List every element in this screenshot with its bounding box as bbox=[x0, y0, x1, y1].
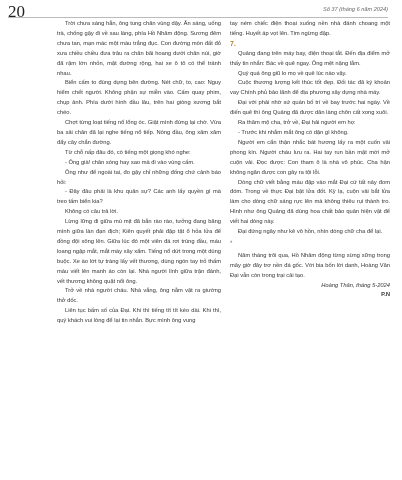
paragraph: Quảng đang trên máy bay, điện thoại tắt. Đến địa điểm mở thấy tin nhắn: Bác về quê ngay. Ông mệt nặng lắm. bbox=[230, 50, 390, 67]
paragraph: Không có câu trả lời. bbox=[65, 209, 118, 216]
paragraph: Lừng lững đi giữa mù mịt đã bẵn rào rào, tưởng đang băng mình giữa làn đạn địch; Kiên quyết phải đập tật ổ hỏa lửa để đồng đội xông lên. Giữa lúc đó một viên đá rơi trúng đầu, máu loang ngập mắt, mắt mày xây xẩm. Tiếng nổ dứt trong một dùng buộc. Xe ào lớt tự tràng lấy vết thương, dùng ngón tay trỏ thấm máu viết lên manh áo còn lại. Nhà người lính giữa trận đánh, vết thương không quặt nổi ông. bbox=[57, 219, 221, 285]
left-column bbox=[57, 20, 221, 327]
paragraph: Đại đứng ngây như kẻ vô hồn, nhìn dòng chữ cha để lại. bbox=[238, 229, 383, 236]
author-initials: P.N bbox=[381, 292, 390, 299]
paragraph: - Trước khi nhắm mắt ông có dặn gì không. bbox=[238, 129, 349, 136]
right-column bbox=[230, 20, 390, 301]
header-rule bbox=[8, 17, 388, 18]
paragraph: Quý quá ông giũ lo mọ về quê lúc nào vậy. bbox=[238, 70, 347, 77]
paragraph: Cuộc thương lượng kết thúc tốt đẹp. Đối tác đã ký khoản vay Chính phủ bảo lãnh để địa phương xây dựng nhà máy. bbox=[230, 80, 390, 97]
page-number: 20 bbox=[8, 2, 25, 21]
paragraph: Đại với phải nhờ sứ quán bố trí về bay trước hai ngày. Về điến quê thì ông Quảng đã được dân làng chôn cất xong xuôi. bbox=[230, 100, 390, 117]
paragraph: Trời chưa sáng hẳn, ông tung chăn vùng dậy. Ăn sáng, uống trà, chống gậy đi về sau làng, phía Hồ Nhâm động. Sương đêm chưa tan, mạn mác một màu trắng đục. Con đường mòn đất đỏ xưa chiều chiều đưa trâu ra chăn bãi hoang dưới chân núi, giờ đã rậm lớn nhỏn, mặt đường rộng, hai xe ô tô có thể tránh nhau. bbox=[57, 21, 221, 77]
paragraph: Ông như để ngoài tai, đo gậy chỉ những đống chứ cảnh báo hỏi: bbox=[57, 169, 221, 186]
paragraph: - Đây đâu phải là khu quân sự? Các anh lấy quyền gì mà treo tấm biển kia? bbox=[57, 189, 221, 206]
section-divider: * bbox=[230, 240, 233, 247]
paragraph: Biển cấm to đùng dựng bên đường. Nét chữ, to, cao: Nguy hiểm chết người. Không phận sự miễn vào. Cấm quay phim, chụp ảnh. Phía dưới hình đầu lâu, trên hai giòng xương bắt chéo. bbox=[57, 80, 221, 117]
section-number: 7. bbox=[230, 40, 236, 48]
paragraph: Trở về nhà người cháu. Nhà vắng, ông nằm vật ra giường thở dốc. bbox=[57, 288, 221, 305]
paragraph: Năm tháng trôi qua, Hồ Nhâm động từng sừng sững trong mây giờ đây trơ nền đá gốc. Với bia bốn lời danh, Hoàng Văn Đại vẫn còn trong trại cải tạo. bbox=[230, 252, 390, 279]
paragraph: Từ chỗ nấp đâu đó, có tiếng một giọng khó nghe: bbox=[65, 149, 191, 156]
paragraph: Ra thăm mộ cha, trở về, Đại hải người em họ: bbox=[238, 120, 356, 127]
paragraph: tay ném chiếc điện thoại xuống nền nhà đánh choang một tiếng. Huyết áp vọt lên. Tim ngừng đập. bbox=[230, 21, 390, 37]
paragraph: - Ông già! chân sóng hay sao mà đi vào vùng cấm. bbox=[65, 159, 195, 166]
paragraph: Liên tục bấm số của Đại. Khi thì tiếng tít tít kéo dài. Khi thì, quý khách vui lòng để lại tin nhắn. Bực mình ông vung bbox=[57, 308, 221, 325]
paragraph: Dòng chữ viết bằng máu đập vào mắt Đại cứ tất nảy đom đóm. Trong về thực Đại bật lửa đốt. Kỳ lạ, cuộn vải bắt lửa làm cho dòng chữ sáng rực lên mà không thiêu rụi thành tro. Hình như ông Quảng đã dùng hoa chất bảo quản hiện vật để viết hai dòng này. bbox=[230, 179, 390, 226]
signoff: Hoàng Thân, tháng 5-2024 bbox=[321, 282, 390, 289]
paragraph: Chợt từng loạt tiếng nổ lổng óc. Giật mình đứng lại chờ. Vừa ba sải chân đã lại nghe tiếng nổ tiếp. Nóng đầu, ông xăm xăm đẩy cây chắn đường. bbox=[57, 120, 221, 146]
paragraph: Người em cẩn thận nhắc bát hương lấy ra một cuốn vải phong kín. Người cháu lưu ra. Hai tay run bần mật mới mở cuộn vải. Đọc được: Con tham ô là nhà vô phúc. Cha hận không ngăn được con gây ra tội lỗi. bbox=[230, 139, 390, 176]
issue-label: Số 37 (tháng 6 năm 2024) bbox=[323, 7, 388, 13]
